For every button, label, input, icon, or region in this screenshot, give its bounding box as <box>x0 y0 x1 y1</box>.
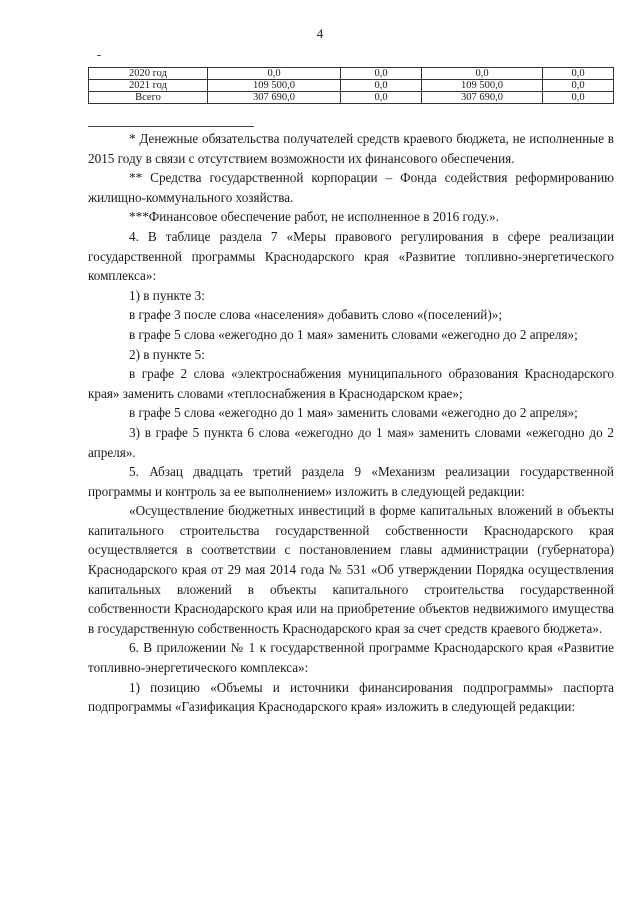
table-cell: 307 690,0 <box>422 92 543 104</box>
body-paragraph: в графе 5 слова «ежегодно до 1 мая» заменить словами «ежегодно до 2 апреля»; <box>129 405 578 421</box>
table-row <box>89 68 614 80</box>
table-cell: Всего <box>89 92 208 104</box>
body-paragraph: в графе 3 после слова «населения» добавить слово «(поселений)»; <box>129 307 503 323</box>
table-cell: 0,0 <box>543 80 614 92</box>
document-body <box>88 129 614 717</box>
body-paragraph: 1) в пункте 3: <box>129 287 205 303</box>
table-cell: 2021 год <box>89 80 208 92</box>
body-paragraph: 5. Абзац двадцать третий раздела 9 «Механизм реализации государственной программы и контроль за ее выполнением» изложить в следующей редакции: <box>88 464 614 499</box>
table-cell: 109 500,0 <box>208 80 341 92</box>
body-paragraph: 6. В приложении № 1 к государственной программе Краснодарского края «Развитие топливно-энергетического комплекса»: <box>88 640 614 676</box>
table-cell: 0,0 <box>341 80 422 92</box>
body-paragraph: 2) в пункте 5: <box>129 346 205 362</box>
table-cell: 0,0 <box>422 68 543 80</box>
footnote-paragraph: * Денежные обязательства получателей средств краевого бюджета, не исполненные в 2015 году в связи с отсутствием возможности их финансового обеспечения. <box>88 131 614 166</box>
table-row <box>89 92 614 104</box>
table-cell: 0,0 <box>543 68 614 80</box>
body-paragraph: в графе 5 слова «ежегодно до 1 мая» заменить словами «ежегодно до 2 апреля»; <box>129 326 578 342</box>
table-row <box>89 80 614 92</box>
body-paragraph: 3) в графе 5 пункта 6 слова «ежегодно до 1 мая» заменить словами «ежегодно до 2 апреля». <box>88 424 614 460</box>
body-paragraph: «Осуществление бюджетных инвестиций в форме капитальных вложений в объекты капитального строительства государственной собственности Краснодарского края осуществляется в соответствии с постановлением главы администрации (губернатора) Краснодарского края от 29 мая 2014 года № 531 «Об утверждении Порядка осуществления капитальных вложений в объекты капитального строительства государственной собственности Краснодарского края или на приобретение объектов недвижимого имущества в государственную собственность Краснодарского края за счет средств краевого бюджета». <box>88 503 614 636</box>
table-cell: 307 690,0 <box>208 92 341 104</box>
table-cell: 0,0 <box>341 68 422 80</box>
table-cell: 0,0 <box>341 92 422 104</box>
table-cell: 2020 год <box>89 68 208 80</box>
body-paragraph: 4. В таблице раздела 7 «Меры правового регулирования в сфере реализации государственной программы Краснодарского края «Развитие топливно-энергетического комплекса»: <box>88 228 614 284</box>
scan-mark <box>97 55 101 56</box>
footnote-separator <box>88 126 254 127</box>
page-number: 4 <box>316 26 324 41</box>
body-paragraph: 1) позицию «Объемы и источники финансирования подпрограммы» паспорта подпрограммы «Газификация Краснодарского края» изложить в следующей редакции: <box>88 679 614 715</box>
table-cell: 109 500,0 <box>422 80 543 92</box>
footnote-paragraph: ** Средства государственной корпорации – Фонда содействия реформированию жилищно-коммунального хозяйства. <box>88 170 614 205</box>
footnote-paragraph: ***Финансовое обеспечение работ, не исполненное в 2016 году.». <box>129 209 499 225</box>
financing-table <box>88 67 614 104</box>
body-paragraph: в графе 2 слова «электроснабжения муниципального образования Краснодарского края» заменить словами «теплоснабжения в Краснодарском крае»; <box>88 366 614 401</box>
table-cell: 0,0 <box>543 92 614 104</box>
table-cell: 0,0 <box>208 68 341 80</box>
